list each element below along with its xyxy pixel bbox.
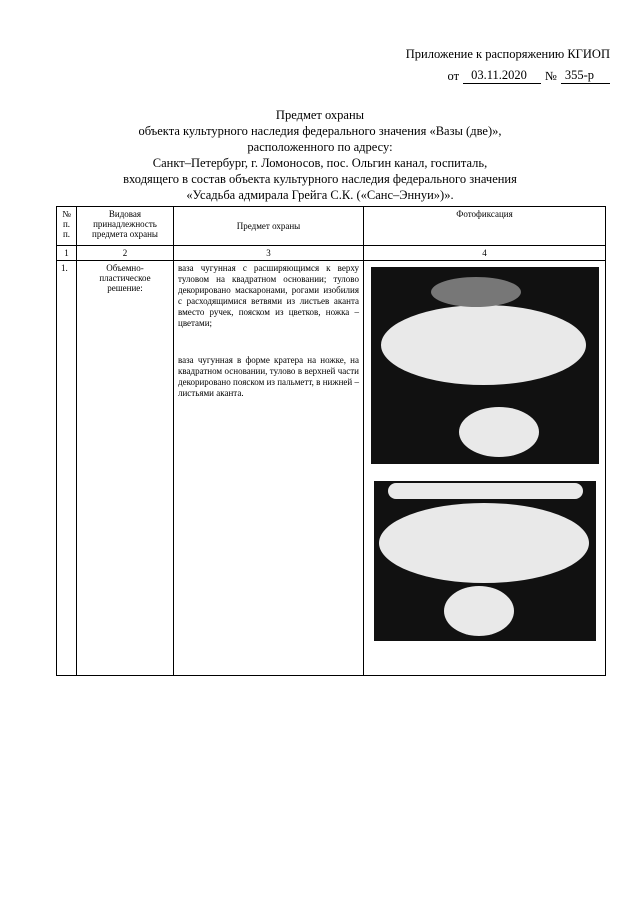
title-line: Санкт–Петербург, г. Ломоносов, пос. Ольгин канал, госпиталь, <box>152 156 488 170</box>
table-row <box>57 261 606 676</box>
document-title <box>0 107 640 203</box>
colnum: 2 <box>77 246 174 261</box>
vase2-description: ваза чугунная в форме кратера на ножке, на квадратном основании, тулово в верхней части декорировано пояском из пальметт, в нижней – листьями аканта. <box>178 355 359 398</box>
row-description <box>174 261 364 676</box>
vase2-photo <box>374 481 596 641</box>
row-photos <box>364 261 606 676</box>
date-prefix: от <box>447 69 460 83</box>
row-num: 1. <box>57 261 77 676</box>
title-line: расположенного по адресу: <box>247 140 393 154</box>
header-photo: Фотофиксация <box>364 207 606 246</box>
colnum: 1 <box>57 246 77 261</box>
title-line: «Усадьба адмирала Грейга С.К. («Санс–Эннуи»)». <box>186 188 454 202</box>
title-line: входящего в состав объекта культурного наследия федерального значения <box>123 172 517 186</box>
vase1-photo <box>371 267 599 464</box>
date-line <box>448 68 610 84</box>
title-line: Предмет охраны <box>275 108 365 122</box>
number-prefix: № <box>544 69 557 83</box>
title-line: объекта культурного наследия федерального значения «Вазы (две)», <box>138 124 502 138</box>
document-number: 355-р <box>561 68 610 84</box>
table-header-row <box>57 207 606 246</box>
annex-label: Приложение к распоряжению КГИОП <box>405 47 610 61</box>
protection-table <box>56 206 606 676</box>
header-subject: Предмет охраны <box>174 207 364 246</box>
colnum: 4 <box>364 246 606 261</box>
header-type: Видовая принадлежность предмета охраны <box>77 207 174 246</box>
header-num: № п. п. <box>57 207 77 246</box>
colnum: 3 <box>174 246 364 261</box>
document-date: 03.11.2020 <box>463 68 541 84</box>
table-colnum-row <box>57 246 606 261</box>
vase1-description: ваза чугунная с расширяющимся к верху туловом на квадратном основании; тулово декорировано маскаронами, рогами изобилия с расходящимися ветвями из листьев аканта вместо ручек, пояском из цветков, ножка – цветами; <box>178 263 359 328</box>
row-type: Объемно-пластическое решение: <box>77 261 174 676</box>
